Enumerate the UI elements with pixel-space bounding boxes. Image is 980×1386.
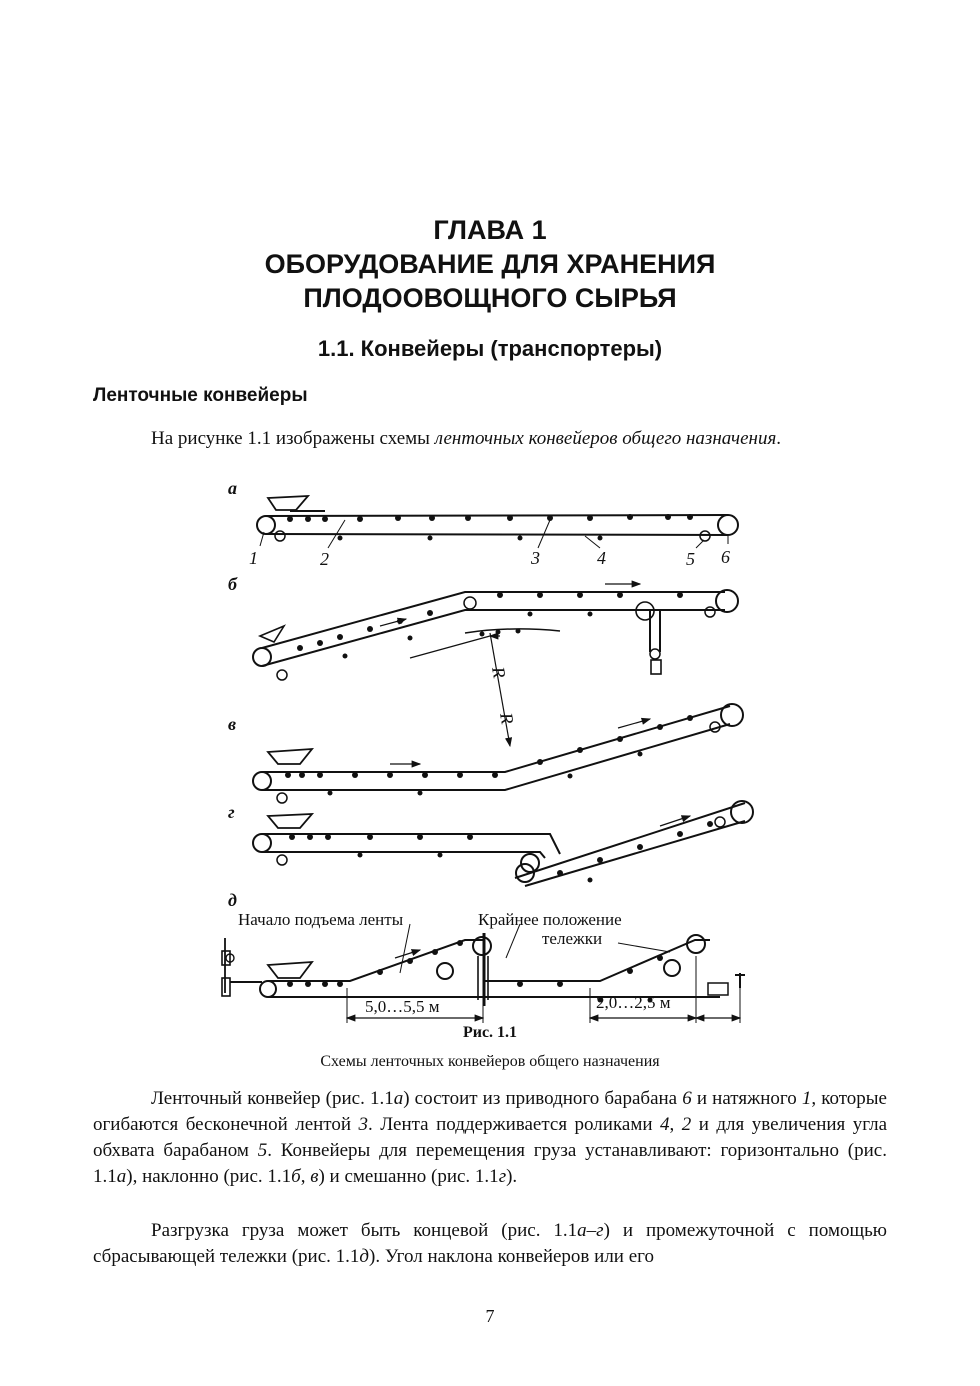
panel-label-v: в	[228, 714, 237, 734]
chapter-title-line1: ОБОРУДОВАНИЕ ДЛЯ ХРАНЕНИЯ	[264, 249, 716, 279]
radius-label-upper: R	[488, 665, 510, 680]
dimension-label-2: 2,0…2,5 м	[596, 993, 671, 1012]
panel-label-g: г	[228, 802, 235, 822]
part-number-2: 2	[320, 549, 329, 569]
figure-number: Рис. 1.1	[462, 1024, 518, 1041]
conveyor-schemes-figure	[220, 478, 760, 1028]
part-number-5: 5	[686, 549, 695, 569]
chapter-title-line2: ПЛОДООВОЩНОГО СЫРЬЯ	[303, 283, 677, 313]
label-extreme-position: Крайнее положение	[478, 910, 622, 929]
scheme-g	[253, 801, 753, 886]
part-number-6: 6	[721, 547, 730, 567]
subsection-title: Ленточные конвейеры	[93, 385, 308, 406]
radius-label-lower: R	[496, 711, 518, 726]
section-title: 1.1. Конвейеры (транспортеры)	[317, 336, 663, 361]
panel-label-d: д	[228, 890, 237, 910]
figure-caption: Схемы ленточных конвейеров общего назначения	[320, 1053, 660, 1070]
label-tripper-car: тележки	[542, 929, 603, 948]
part-number-4: 4	[597, 548, 606, 568]
scheme-b	[253, 584, 738, 746]
dimension-label-1: 5,0…5,5 м	[365, 997, 440, 1016]
panel-label-b: б	[228, 574, 237, 594]
part-number-3: 3	[531, 548, 540, 568]
page-number: 7	[485, 1306, 495, 1326]
panel-label-a: а	[228, 478, 237, 498]
chapter-number: ГЛАВА 1	[433, 215, 547, 245]
body-paragraph-2: Разгрузка груза может быть концевой (рис. 1.1а–г) и промежуточной с помощью сбрасывающей тележки (рис. 1.1д). Угол наклона конвейеров или его	[93, 1220, 887, 1267]
part-number-1: 1	[249, 548, 258, 568]
label-start-rise: Начало подъема ленты	[238, 910, 404, 929]
body-paragraph-1: Ленточный конвейер (рис. 1.1а) состоит из приводного барабана 6 и натяжного 1, которые огибаются бесконечной лентой 3. Лента поддерживается роликами 4, 2 и для увеличения угла обхвата барабаном 5. Конвейеры для перемещения груза устанавливают: горизонтально (рис. 1.1а), наклонно (рис. 1.1б, в) и смешанно (рис. 1.1г).	[93, 1088, 888, 1187]
scheme-a	[257, 496, 738, 548]
intro-paragraph: На рисунке 1.1 изображены схемы ленточных конвейеров общего назначения.	[151, 428, 782, 449]
